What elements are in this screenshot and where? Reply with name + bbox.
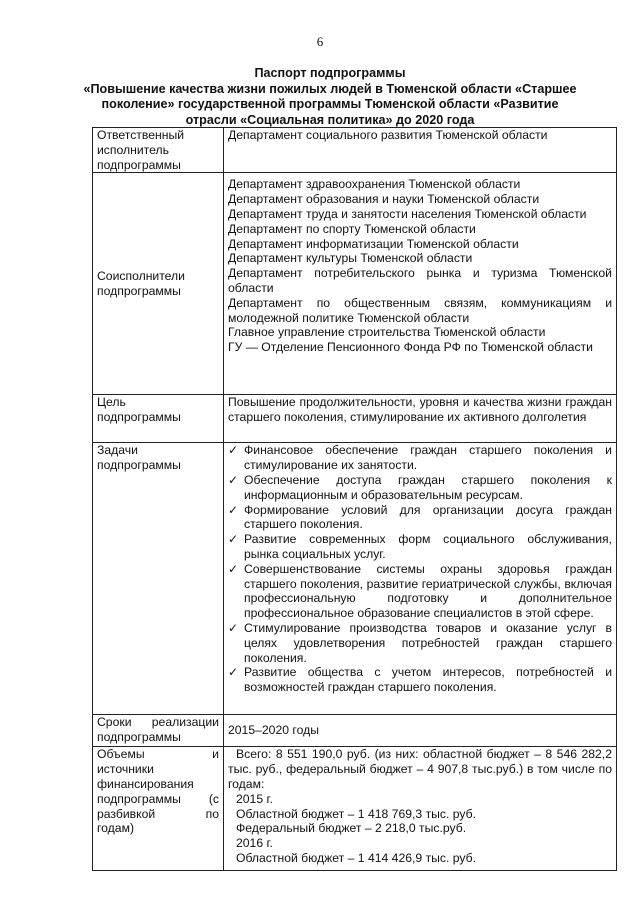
value-terms (224, 715, 617, 747)
checkmark-icon: ✓ (228, 472, 239, 487)
label-goal (93, 395, 224, 443)
task-text: Развитие общества с учетом интересов, потребностей и возможностей граждан старшего поколения. (244, 665, 612, 695)
checkmark-icon: ✓ (228, 443, 239, 458)
task-text: Совершенствование системы охраны здоровья граждан старшего поколения, развитие гериатрической службы, включая профессиональную подготовку и дополнительное профессиональное образование специалистов в этой сфере. (244, 561, 612, 621)
label-terms (93, 715, 224, 747)
label-line: подпрограммы (97, 458, 181, 473)
row-tasks (93, 443, 617, 715)
list-item (228, 532, 612, 562)
value-funding (224, 747, 617, 871)
task-text: Формирование условий для организации досуга граждан старшего поколения. (244, 502, 612, 532)
checkmark-icon: ✓ (228, 665, 239, 680)
coexecutor-item: Департамент труда и занятости населения Тюменской области (228, 206, 587, 221)
label-line: исполнитель (97, 142, 169, 157)
label-responsible (93, 128, 224, 173)
funding-federal: Федеральный бюджет – 2 218,0 тыс.руб. (236, 821, 467, 836)
checkmark-icon: ✓ (228, 561, 239, 576)
terms-text: 2015–2020 годы (228, 723, 319, 738)
row-coexecutors (93, 173, 617, 395)
list-item (228, 665, 612, 695)
label-line: источники (97, 762, 154, 777)
funding-total: Всего: 8 551 190,0 руб. (из них: областной бюджет – 8 546 282,2 тыс. руб., федеральный бюджет – 4 907,8 тыс.руб.) в том числе по годам: (228, 747, 612, 791)
list-item (228, 621, 612, 665)
label-line: разбивкой по (97, 806, 219, 821)
title-line: Паспорт подпрограммы (254, 66, 406, 80)
label-line: Объемы и (97, 747, 219, 762)
label-funding (93, 747, 224, 871)
value-goal: Повышение продолжительности, уровня и качества жизни граждан старшего поколения, стимулирование их активного долголетия (224, 395, 617, 443)
list-item (228, 473, 612, 503)
tasks-list (228, 443, 612, 695)
title-line: отрасли «Социальная политика» до 2020 года (185, 112, 475, 127)
checkmark-icon: ✓ (228, 620, 239, 635)
coexecutor-item: Департамент потребительского рынка и туризма Тюменской области (228, 266, 612, 295)
row-responsible (93, 128, 617, 173)
label-line: годам) (97, 821, 135, 836)
funding-regional: Областной бюджет – 1 418 769,3 тыс. руб. (236, 806, 477, 821)
title-line: «Повышение качества жизни пожилых людей в Тюменской области «Старшее (83, 81, 577, 96)
value-tasks (224, 443, 617, 715)
coexecutor-item: Департамент по общественным связям, коммуникациям и молодежной политике Тюменской области (228, 295, 612, 325)
label-tasks (93, 443, 224, 715)
task-text: Обеспечение доступа граждан старшего поколения к информационным и образовательным ресурсам. (244, 472, 612, 502)
label-line: финансирования (97, 776, 194, 791)
funding-regional: Областной бюджет – 1 414 426,9 тыс. руб. (236, 850, 477, 865)
label-coexecutors (93, 173, 224, 395)
funding-year: 2015 г. (236, 791, 273, 806)
coexecutor-item: Департамент информатизации Тюменской области (228, 236, 519, 251)
coexecutor-item: Департамент образования и науки Тюменской области (228, 192, 540, 207)
passport-table (92, 127, 617, 871)
label-line: Ответственный (97, 128, 185, 142)
task-text: Развитие современных форм социального обслуживания, рынка социальных услуг. (244, 532, 612, 561)
coexecutor-item: ГУ — Отделение Пенсионного Фонда РФ по Тюменской области (228, 340, 593, 355)
page-number: 6 (316, 34, 324, 49)
value-coexecutors (224, 173, 617, 395)
label-line: подпрограммы (97, 283, 181, 298)
label-line: Цель (97, 395, 126, 410)
row-goal (93, 395, 617, 443)
funding-year: 2016 г. (236, 836, 273, 851)
list-item (228, 562, 612, 621)
checkmark-icon: ✓ (228, 532, 239, 547)
label-line: подпрограммы (97, 157, 181, 172)
value-responsible: Департамент социального развития Тюменской области (224, 128, 617, 173)
label-line: Соисполнители (97, 269, 185, 284)
list-item (228, 503, 612, 533)
label-line: подпрограммы (с (97, 791, 219, 806)
row-funding (93, 747, 617, 871)
checkmark-icon: ✓ (228, 502, 239, 517)
coexecutor-item: Департамент здравоохранения Тюменской области (228, 177, 521, 192)
coexecutor-item: Департамент культуры Тюменской области (228, 251, 473, 266)
document-title (70, 66, 590, 128)
row-terms (93, 715, 617, 747)
label-line: Сроки реализации (97, 715, 219, 730)
title-line: поколение» государственной программы Тюменской области «Развитие (101, 97, 559, 111)
label-line: подпрограммы (97, 410, 181, 425)
list-item (228, 443, 612, 473)
task-text: Финансовое обеспечение граждан старшего поколения и стимулирование их занятости. (244, 443, 612, 473)
coexecutor-item: Департамент по спорту Тюменской области (228, 221, 476, 236)
coexecutor-item: Главное управление строительства Тюменской области (228, 325, 546, 340)
label-line: подпрограммы (97, 730, 181, 745)
label-line: Задачи (97, 443, 138, 458)
task-text: Стимулирование производства товаров и оказание услуг в целях удовлетворения потребностей граждан старшего поколения. (244, 620, 612, 665)
